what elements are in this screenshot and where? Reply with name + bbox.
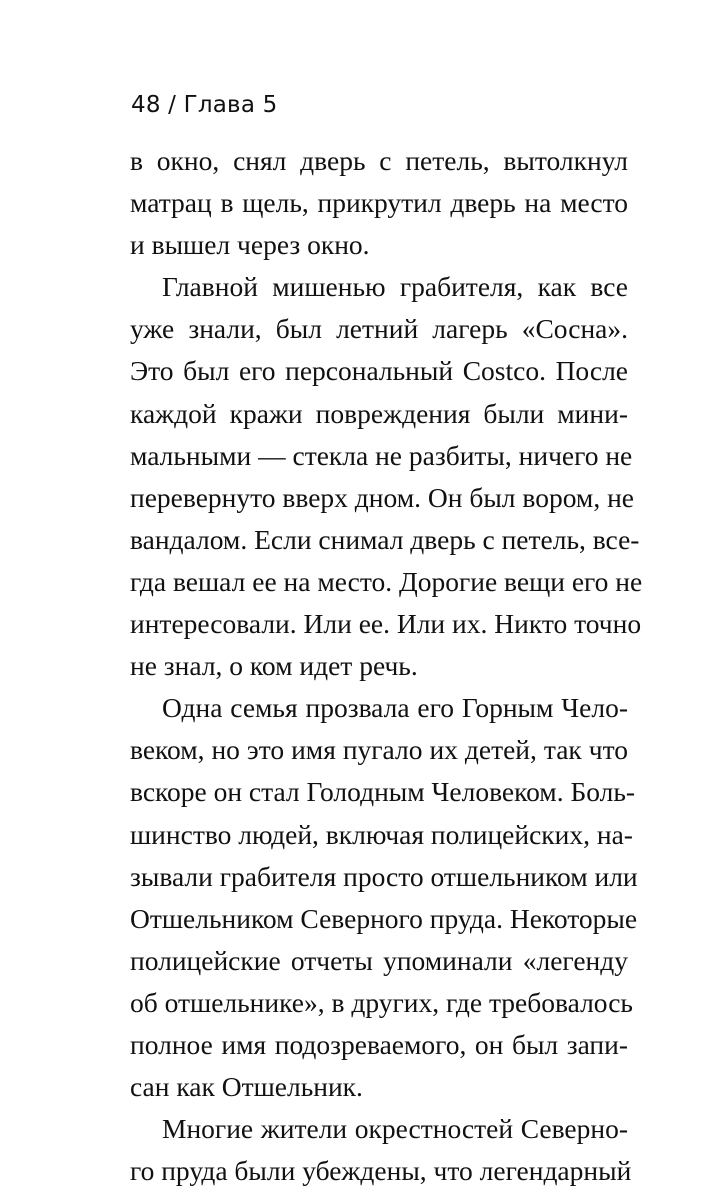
text-line: и вышел через окно. <box>130 229 370 261</box>
text-line: об отшельнике», в других, где требовалось <box>130 986 633 1018</box>
text-line: шинство людей, включая полицейских, на- <box>130 818 633 850</box>
text-line: не знал, о ком идет речь. <box>130 650 418 682</box>
text-line: зывали грабителя просто отшельником или <box>130 860 638 892</box>
text-line: мальными — стекла не разбиты, ничего не <box>130 439 633 471</box>
text-line: полное имя подозреваемого, он был запи- <box>130 1028 628 1060</box>
text-line: вандалом. Если снимал дверь с петель, все- <box>130 523 640 555</box>
text-line: полицейские отчеты упоминали «легенду <box>130 944 628 976</box>
text-line: перевернуто вверх дном. Он был вором, не <box>130 481 634 513</box>
text-line: Это был его персональный Costco. После <box>130 355 628 387</box>
text-line: Многие жители окрестностей Северно- <box>162 1113 628 1145</box>
text-line: уже знали, был летний лагерь «Сосна». <box>130 313 628 345</box>
text-line: сан как Отшельник. <box>130 1071 363 1103</box>
text-line: Главной мишенью грабителя, как все <box>162 271 628 303</box>
text-line: Одна семья прозвала его Горным Чело- <box>162 692 628 724</box>
text-line: каждой кражи повреждения были мини- <box>130 397 628 429</box>
text-line: веком, но это имя пугало их детей, так что <box>130 734 628 766</box>
body-text <box>130 140 643 1192</box>
text-line: го пруда были убеждены, что легендарный <box>130 1155 632 1187</box>
text-line: вскоре он стал Голодным Человеком. Боль- <box>130 776 636 808</box>
text-line: интересовали. Или ее. Или их. Никто точно <box>130 608 642 640</box>
text-line: в окно, снял дверь с петель, вытолкнул <box>130 145 628 176</box>
text-line: Отшельником Северного пруда. Некоторые <box>130 902 638 934</box>
running-head: 48 / Глава 5 <box>131 92 278 118</box>
text-line: гда вешал ее на место. Дорогие вещи его не <box>130 565 643 597</box>
text-line: матрац в щель, прикрутил дверь на место <box>130 187 628 219</box>
